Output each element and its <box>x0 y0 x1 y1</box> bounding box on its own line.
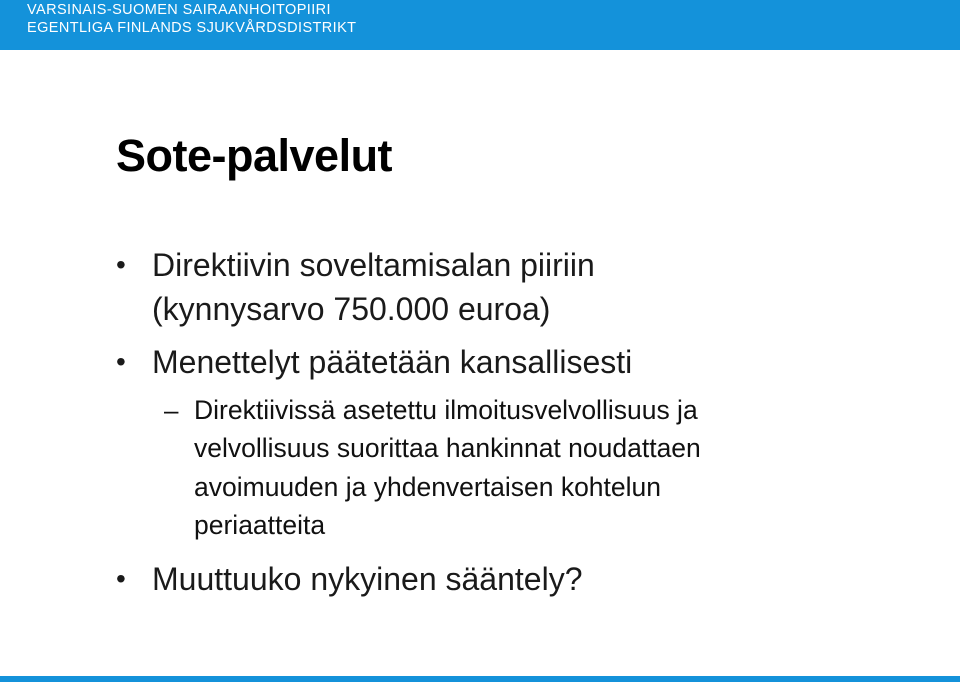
sub-bullet-text-line: periaatteita <box>194 510 326 540</box>
bullet-text-line: Menettelyt päätetään kansallisesti <box>152 344 633 380</box>
bullet-text-line: Direktiivin soveltamisalan piiriin <box>152 247 595 283</box>
sub-bullet-marker: – <box>164 395 179 425</box>
bullet-marker: • <box>116 563 126 594</box>
bullet-marker: • <box>116 249 126 280</box>
bullet-text-line: Muuttuuko nykyinen sääntely? <box>152 561 583 597</box>
sub-bullet-text-line: velvollisuus suorittaa hankinnat noudattaen <box>194 433 701 463</box>
org-name-swedish: EGENTLIGA FINLANDS SJUKVÅRDSDISTRIKT <box>27 20 357 36</box>
footer-band <box>0 676 960 682</box>
org-name-finnish: VARSINAIS-SUOMEN SAIRAANHOITOPIIRI <box>27 2 331 18</box>
sub-bullet-text-line: Direktiivissä asetettu ilmoitusvelvollisuus ja <box>194 395 698 425</box>
slide-title: Sote-palvelut <box>116 130 393 181</box>
bullet-text-line: (kynnysarvo 750.000 euroa) <box>152 291 551 327</box>
bullet-marker: • <box>116 346 126 377</box>
header-band <box>0 0 960 50</box>
sub-bullet-text-line: avoimuuden ja yhdenvertaisen kohtelun <box>194 472 662 502</box>
